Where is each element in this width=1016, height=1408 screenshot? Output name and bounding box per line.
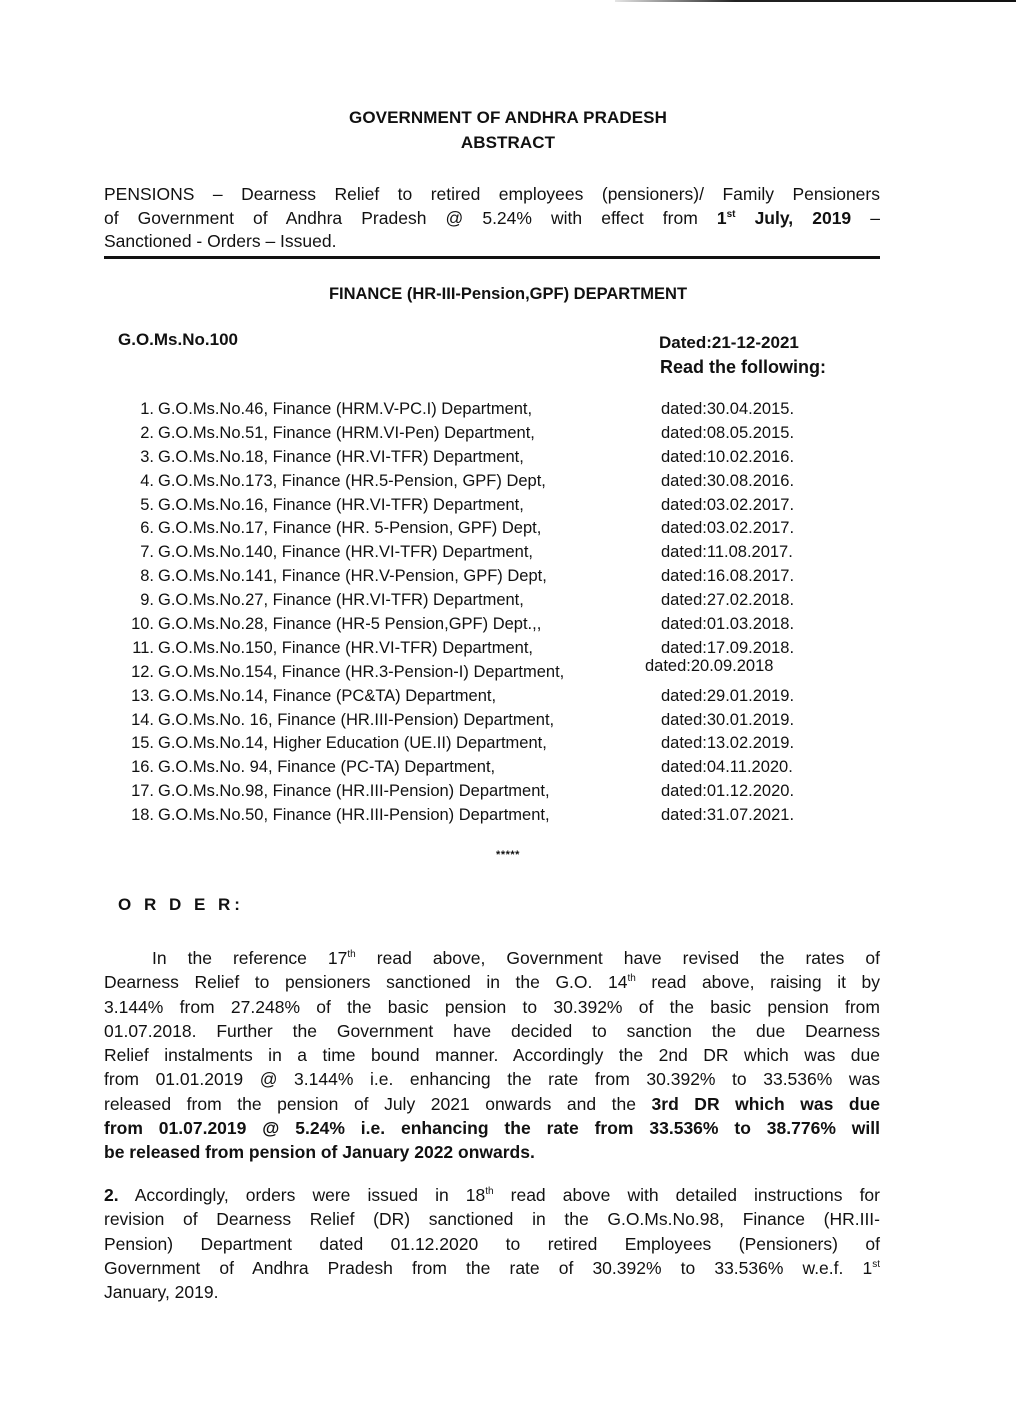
reference-text: G.O.Ms.No.14, Finance (PC&TA) Department, — [158, 686, 497, 705]
abstract-title: ABSTRACT — [460, 133, 556, 152]
reference-text: G.O.Ms.No. 16, Finance (HR.III-Pension) Department, — [158, 710, 555, 729]
para1-line-bold: from 01.07.2019 @ 5.24% i.e. enhancing the rate from 33.536% to 38.776% will — [104, 1118, 880, 1139]
reference-date: dated:03.02.2017. — [661, 495, 795, 514]
subject-date: July, 2019 — [735, 207, 852, 228]
reference-text: G.O.Ms.No.154, Finance (HR.3-Pension-I) Department, — [158, 662, 565, 681]
reference-text: G.O.Ms.No.14, Higher Education (UE.II) Department, — [158, 734, 547, 753]
reference-number: 1. — [140, 400, 154, 418]
reference-text: G.O.Ms.No. 94, Finance (PC-TA) Department, — [158, 758, 496, 777]
reference-item — [118, 711, 838, 735]
department-heading: FINANCE (HR-III-Pension,GPF) DEPARTMENT — [328, 285, 688, 303]
reference-number: 16. — [131, 758, 154, 777]
subject-text: of Government of Andhra Pradesh @ 5.24% with effect from — [104, 207, 717, 228]
read-following-label: Read the following: — [660, 357, 826, 377]
reference-item — [118, 782, 838, 806]
order-paragraph-1 — [104, 946, 880, 1165]
reference-number: 3. — [140, 447, 154, 466]
para1-line: 01.07.2018. Further the Government have decided to sanction the due Dearness — [104, 1020, 880, 1041]
reference-text: G.O.Ms.No.173, Finance (HR.5-Pension, GPF) Dept, — [158, 471, 546, 490]
subject-dash: – — [851, 207, 880, 228]
reference-date: dated:03.02.2017. — [661, 519, 795, 538]
reference-number: 8. — [140, 567, 154, 586]
para1-line: Dearness Relief to pensioners sanctioned in the G.O. 14th read above, raising it by — [104, 972, 880, 993]
reference-item — [118, 758, 838, 782]
scan-edge-line — [615, 0, 1016, 2]
reference-text: G.O.Ms.No.28, Finance (HR-5 Pension,GPF) Dept.,, — [158, 615, 542, 634]
para1-line: 3.144% from 27.248% of the basic pension to 30.392% of the basic pension from — [104, 996, 880, 1017]
reference-item — [118, 424, 838, 448]
reference-number: 9. — [140, 591, 154, 610]
reference-text: G.O.Ms.No.50, Finance (HR.III-Pension) Department, — [158, 806, 550, 825]
reference-item — [118, 448, 838, 472]
reference-date: dated:30.08.2016. — [661, 471, 795, 490]
reference-item — [118, 472, 838, 496]
reference-item — [118, 591, 838, 615]
reference-date: dated:01.03.2018. — [661, 615, 795, 634]
reference-text: G.O.Ms.No.18, Finance (HR.VI-TFR) Department, — [158, 447, 524, 466]
reference-number: 11. — [132, 638, 154, 657]
para2-line: Government of Andhra Pradesh from the rate of 30.392% to 33.536% w.e.f. 1st — [104, 1257, 880, 1278]
reference-text: G.O.Ms.No.46, Finance (HRM.V-PC.I) Department, — [158, 400, 533, 418]
reference-item — [118, 567, 838, 591]
subject-line-2 — [104, 207, 880, 231]
subject-line-3: Sanctioned - Orders – Issued. — [104, 231, 337, 251]
reference-item — [118, 687, 838, 711]
reference-date: dated:27.02.2018. — [661, 591, 795, 610]
para1-line-bold: be released from pension of January 2022 onwards. — [104, 1142, 535, 1163]
reference-date: dated:04.11.2020. — [661, 758, 793, 777]
dated-block — [659, 330, 826, 380]
go-date: Dated:21-12-2021 — [659, 333, 799, 352]
reference-date: dated:30.01.2019. — [661, 710, 795, 729]
reference-item — [118, 496, 838, 520]
para2-line: 2. Accordingly, orders were issued in 18th read above with detailed instructions for — [104, 1185, 880, 1205]
reference-item — [118, 656, 838, 687]
reference-number: 18. — [131, 806, 154, 825]
subject-underline — [104, 256, 880, 259]
separator-stars: ***** — [496, 849, 520, 861]
reference-item — [118, 543, 838, 567]
reference-text: G.O.Ms.No.17, Finance (HR. 5-Pension, GPF) Dept, — [158, 519, 542, 538]
reference-number: 6. — [140, 519, 154, 538]
reference-date: dated:13.02.2019. — [661, 734, 795, 753]
para2-line: revision of Dearness Relief (DR) sanctioned in the G.O.Ms.No.98, Finance (HR.III- — [104, 1209, 880, 1230]
reference-date: dated:08.05.2015. — [661, 423, 795, 442]
reference-number: 10. — [131, 615, 154, 634]
reference-number: 12. — [131, 662, 154, 681]
reference-text: G.O.Ms.No.140, Finance (HR.VI-TFR) Department, — [158, 543, 534, 562]
subject-date-sup: st — [726, 208, 736, 220]
para2-line: January, 2019. — [104, 1282, 219, 1303]
para-number: 2. — [104, 1185, 119, 1205]
reference-number: 14. — [131, 710, 154, 729]
reference-date: dated:29.01.2019. — [661, 686, 795, 705]
reference-number: 15. — [131, 734, 154, 753]
reference-number: 7. — [140, 543, 154, 562]
go-number: G.O.Ms.No.100 — [118, 330, 238, 349]
reference-date: dated:01.12.2020. — [661, 782, 795, 801]
reference-item — [118, 806, 838, 830]
reference-date: dated:10.02.2016. — [661, 447, 795, 466]
subject-block — [104, 183, 880, 254]
reference-number: 17. — [131, 782, 154, 801]
para1-line: In the reference 17th read above, Government have revised the rates of — [152, 948, 881, 968]
reference-date: dated:30.04.2015. — [661, 400, 795, 418]
reference-text: G.O.Ms.No.98, Finance (HR.III-Pension) Department, — [158, 782, 550, 801]
para2-line: Pension) Department dated 01.12.2020 to retired Employees (Pensioners) of — [104, 1233, 880, 1254]
reference-item — [118, 400, 838, 424]
reference-date: dated:11.08.2017. — [661, 543, 793, 562]
reference-date: dated:31.07.2021. — [661, 806, 795, 825]
reference-number: 13. — [131, 686, 154, 705]
bold-highlight: 3rd DR which was due — [651, 1093, 880, 1114]
reference-number: 5. — [140, 495, 154, 514]
references-list — [118, 400, 838, 830]
para1-line: Relief instalments in a time bound manner. Accordingly the 2nd DR which was due — [104, 1045, 880, 1066]
para1-line: released from the pension of July 2021 onwards and the 3rd DR which was due — [104, 1093, 880, 1114]
reference-date: dated:20.09.2018 — [645, 656, 774, 675]
reference-date: dated:16.08.2017. — [661, 567, 795, 586]
subject-line-1: PENSIONS – Dearness Relief to retired employees (pensioners)/ Family Pensioners — [104, 184, 880, 204]
reference-text: G.O.Ms.No.51, Finance (HRM.VI-Pen) Department, — [158, 423, 535, 442]
reference-date: dated:17.09.2018. — [661, 638, 795, 657]
reference-text: G.O.Ms.No.27, Finance (HR.VI-TFR) Department, — [158, 591, 524, 610]
reference-text: G.O.Ms.No.150, Finance (HR.VI-TFR) Department, — [158, 638, 534, 657]
para1-line: from 01.01.2019 @ 3.144% i.e. enhancing the rate from 30.392% to 33.536% was — [104, 1069, 880, 1090]
government-title: GOVERNMENT OF ANDHRA PRADESH — [349, 108, 667, 127]
reference-number: 4. — [140, 471, 154, 490]
reference-item — [118, 519, 838, 543]
order-heading: O R D E R: — [118, 895, 244, 914]
subject-date-day: 1 — [716, 207, 727, 228]
reference-item — [118, 615, 838, 639]
reference-text: G.O.Ms.No.16, Finance (HR.VI-TFR) Department, — [158, 495, 524, 514]
order-paragraph-2 — [104, 1183, 880, 1304]
reference-text: G.O.Ms.No.141, Finance (HR.V-Pension, GPF) Dept, — [158, 567, 547, 586]
reference-number: 2. — [140, 423, 154, 442]
reference-item — [118, 734, 838, 758]
